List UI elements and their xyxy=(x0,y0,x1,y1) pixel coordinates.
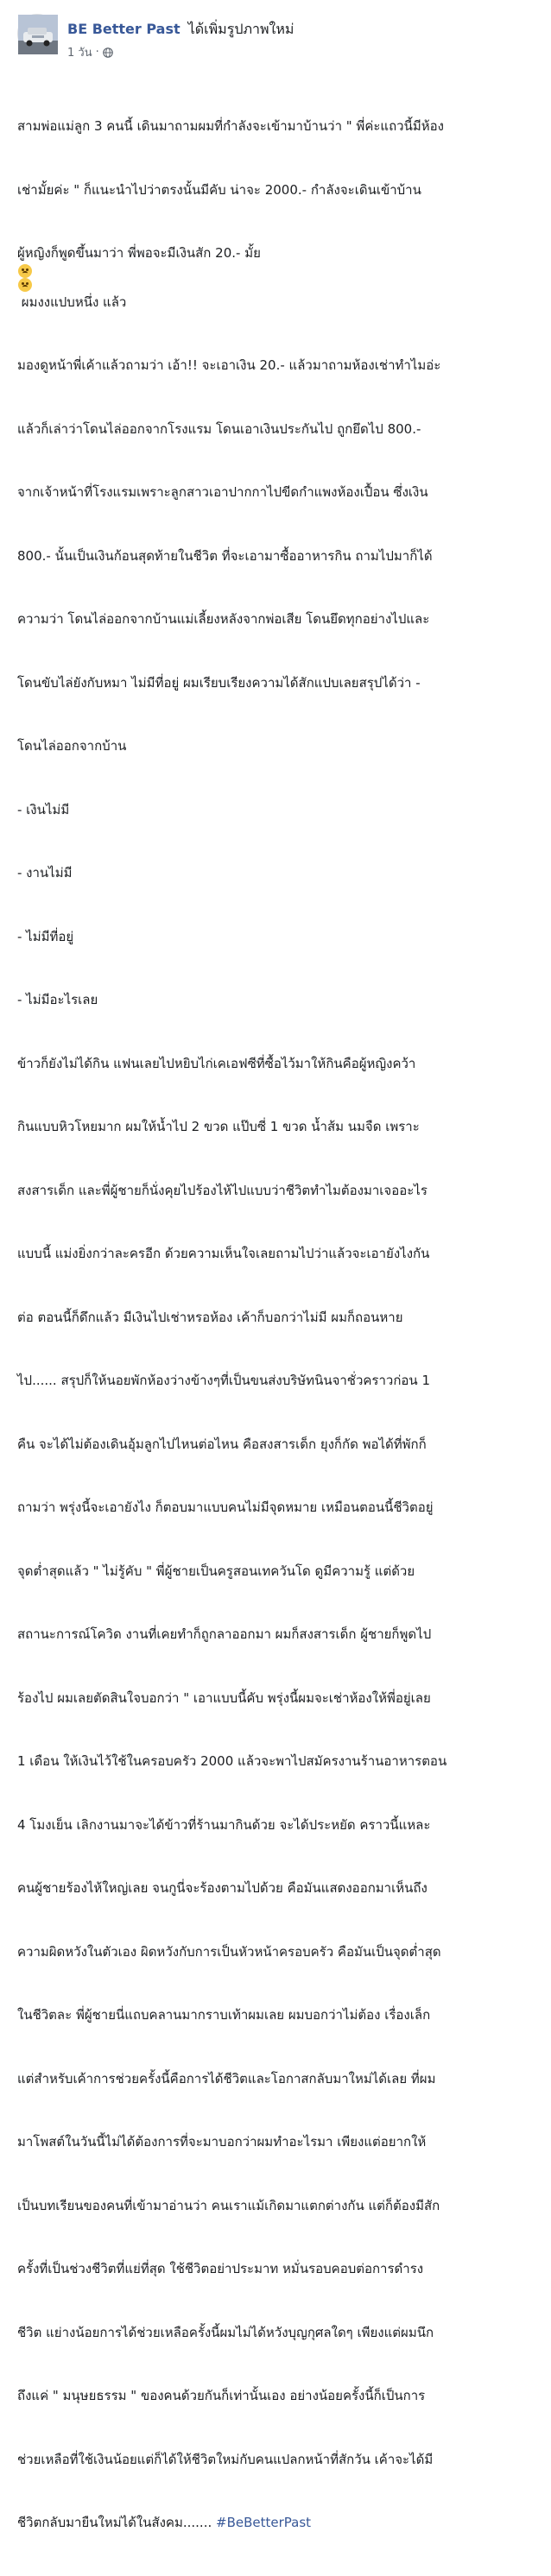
meta-separator: · xyxy=(95,46,99,59)
hashtag-link[interactable]: #BeBetterPast xyxy=(216,2515,312,2530)
post-text-line: สถานะการณ์โควิด งานที่เคยทำก็ถูกลาออกมา ผมก็สงสารเด็ก ผู้ชายก็พูดไป xyxy=(17,1626,432,1642)
post-text-line: แบบนี้ แม่งยิ่งกว่าละครอีก ด้วยความเห็นใจเลยถามไปว่าแล้วจะเอายังไงกัน xyxy=(17,1246,430,1261)
post-text-line: ไป...... สรุปก็ให้นอยพักห้องว่างข้างๆที่เป็นขนส่งบริษัทนินจาชั่วคราวก่อน 1 xyxy=(17,1373,430,1388)
post-text-line: ร้องไป ผมเลยตัดสินใจบอกว่า " เอาแบบนี้คับ พรุ่งนี้ผมจะเช่าห้องให้พี่อยู่เลย xyxy=(17,1689,431,1706)
sad-face-emoji-icon xyxy=(18,264,32,278)
post-list-item: - ไม่มีที่อยู่ xyxy=(17,928,74,944)
post-text-line: ถึงแค่ " มนุษยธรรม " ของคนด้วยกันก็เท่านั้นเอง อย่างน้อยครั้งนี้ก็เป็นการ xyxy=(17,2388,426,2403)
post-text-line: จุดต่ำสุดแล้ว " ไม่รู้คับ " พี่ผู้ชายเป็นครูสอนเทควันโด ดูมีความรู้ แต่ด้วย xyxy=(17,1563,415,1579)
post-text-line: ต่อ ตอนนี้ก็ดึกแล้ว มีเงินไปเช่าหรอห้อง เค้าก็บอกว่าไม่มี ผมก็ถอนหาย xyxy=(17,1309,403,1325)
post-text-line: คนผู้ชายร้องไห้ใหญ่เลย จนกูนี่จะร้องตามไปด้วย คือมันแสดงออกมาเห็นถึง xyxy=(17,1880,428,1896)
post-list-item: - เงินไม่มี xyxy=(17,801,70,818)
post-text-line: โดนไล่ออกจากบ้าน xyxy=(17,738,127,754)
post-text-line: ครั้งที่เป็นช่วงชีวิตที่แย่ที่สุด ใช้ชีวิตอย่าประมาท หมั่นรอบคอบต่อการดำรง xyxy=(17,2261,424,2276)
post-text-line: ความว่า โดนไล่ออกจากบ้านแม่เลี้ยงหลังจากพ่อเสีย โดนยึดทุกอย่างไปและ xyxy=(17,611,430,627)
post-text-segment: ชีวิตกลับมายืนใหม่ได้ในสังคม....... xyxy=(17,2515,217,2530)
post-text-line: มองดูหน้าพี่เค้าแล้วถามว่า เอ้า!! จะเอาเงิน 20.- แล้วมาถามห้องเช่าทำไมอ่ะ xyxy=(17,357,441,373)
post-text-line: แล้วก็เล่าว่าโดนไล่ออกจากโรงแรม โดนเอาเงินประกันไป ถูกยึดไป 800.- xyxy=(17,420,421,437)
post-text-line: มาโพสต์ในวันนี้ไม่ได้ต้องการที่จะมาบอกว่าผมทำอะไรมา เพียงแต่อยากให้ xyxy=(17,2134,427,2150)
post-text-line: กินแบบหิวโหยมาก ผมให้น้ำไป 2 ขวด แป๊บซี่ 1 ขวด น้ำส้ม นมจืด เพราะ xyxy=(17,1119,420,1134)
post-text-line: 1 เดือน ให้เงินไว้ใช้ในครอบครัว 2000 แล้วจะพาไปสมัครงานร้านอาหารตอน xyxy=(17,1753,447,1769)
post-text-segment: ผู้หญิงก็พูดขึ้นมาว่า พี่พอจะมีเงินสัก 20.- มั้ย xyxy=(17,245,265,261)
post-text-line: ชีวิต แย่างน้อยการได้ช่วยเหลือครั้งนี้ผมไม่ได้หวังบุญกุศลใดๆ เพียงแต่ผมนึก xyxy=(17,2324,434,2340)
post-text-line: 800.- นั้นเป็นเงินก้อนสุดท้ายในชีวิต ที่จะเอามาซื้ออาหารกิน ถามไปมาก็ได้ xyxy=(17,547,433,564)
avatar-image xyxy=(18,15,58,54)
post-text-line: ช่วยเหลือที่ใช้เงินน้อยแต่ก็ได้ให้ชีวิตใหม่กับคนแปลกหน้าที่สักวัน เค้าจะได้มี xyxy=(17,2451,434,2467)
post-text-line: 4 โมงเย็น เลิกงานมาจะได้ข้าวที่ร้านมากินด้วย จะได้ประหยัด คราวนี้แหละ xyxy=(17,1816,431,1833)
sad-face-emoji-icon xyxy=(18,278,32,292)
author-name-link[interactable]: BE Better Past xyxy=(67,21,180,37)
post-text-line: ความผิดหวังในตัวเอง ผิดหวังกับการเป็นหัวหน้าครอบครัว คือมันเป็นจุดต่ำสุด xyxy=(17,1943,441,1960)
post-action-text: ได้เพิ่มรูปภาพใหม่ xyxy=(187,21,294,37)
post-text-line: แต่สำหรับเค้าการช่วยครั้งนี้คือการได้ชีวิตและโอกาสกลับมาใหม่ได้เลย ที่ผม xyxy=(17,2070,436,2087)
post-text-line: ถามว่า พรุ่งนี้จะเอายังไง ก็ตอบมาแบบคนไม่มีจุดหมาย เหมือนตอนนี้ชีวิตอยู่ xyxy=(17,1500,434,1515)
post-text-line: จากเจ้าหน้าที่โรงแรมเพราะลูกสาวเอาปากกาไปขีดกำแพงห้องเปื้อน ซึ่งเงิน xyxy=(17,484,428,500)
post-timestamp[interactable]: 1 วัน xyxy=(67,47,92,60)
post-text-line: สงสารเด็ก และพี่ผู้ชายก็นั่งคุยไปร้องไห้ไปแบบว่าชีวิตทำไมต้องมาเจออะไร xyxy=(17,1182,428,1198)
post-meta xyxy=(67,43,113,61)
post-text-line: ข้าวก็ยังไม่ได้กิน แฟนเลยไปหยิบไก่เคเอฟซีที่ซื้อไว้มาให้กินคือผู้หญิงคว้า xyxy=(17,1055,416,1071)
post-text-line: เช่ามั้ยค่ะ " ก็แนะนำไปว่าตรงนั้นมีคับ น่าจะ 2000.- กำลังจะเดินเข้าบ้าน xyxy=(17,181,421,198)
page-avatar[interactable] xyxy=(17,14,57,54)
post-text-line: คืน จะได้ไม่ต้องเดินอุ้มลูกไปไหนต่อไหน คือสงสารเด็ก ยุงก็กัด พอได้ที่พักก็ xyxy=(17,1436,427,1452)
post-text-line xyxy=(17,2512,535,2534)
post-body xyxy=(17,73,535,2576)
author-line xyxy=(67,19,294,41)
globe-icon[interactable] xyxy=(103,47,113,58)
post-list-item: - ไม่มีอะไรเลย xyxy=(17,992,98,1007)
post-text-segment: ผมงงแปบหนึ่ง แล้ว xyxy=(17,294,127,310)
post-text-line: สามพ่อแม่ลูก 3 คนนี้ เดินมาถามผมที่กำลังจะเข้ามาบ้านว่า " พี่ค่ะแถวนี้มีห้อง xyxy=(17,118,444,134)
post-text-line: ในชีวิตละ พี่ผู้ชายนี่แถบคลานมากราบเท้าผมเลย ผมบอกว่าไม่ต้อง เรื่องเล็ก xyxy=(17,2007,431,2023)
post-text-line: เป็นบทเรียนของคนที่เข้ามาอ่านว่า คนเราแม้เกิดมาแตกต่างกัน แต่ก็ต้องมีสัก xyxy=(17,2197,440,2213)
post-text-line xyxy=(17,243,535,313)
post-list-item: - งานไม่มี xyxy=(17,865,73,881)
post-header xyxy=(17,14,535,66)
post-text-line: โดนขับไล่ยังกับหมา ไม่มีที่อยู่ ผมเรียบเรียงความได้สักแปบเลยสรุปได้ว่า - xyxy=(17,674,421,691)
